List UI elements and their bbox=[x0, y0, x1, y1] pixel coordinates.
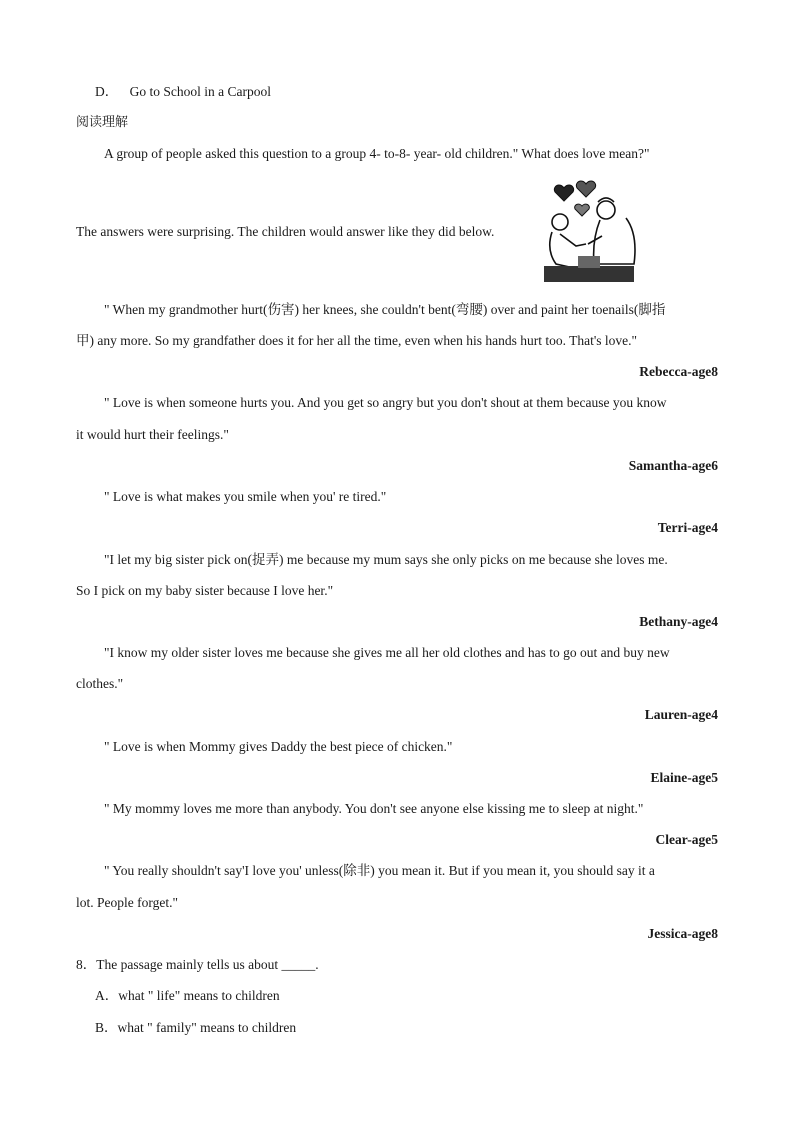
quote-4-line-1: "I let my big sister pick on(捉弄) me because my mum says she only picks on me because she loves me. bbox=[104, 552, 668, 567]
quote-2-line-1: " Love is when someone hurts you. And you get so angry but you don't shout at them because you know bbox=[104, 395, 667, 410]
option-text: what " family" means to children bbox=[117, 1020, 297, 1035]
intro-line-2: The answers were surprising. The children would answer like they did below. bbox=[76, 224, 495, 239]
quote-2-line-2: it would hurt their feelings." bbox=[76, 427, 229, 442]
option-letter: A． bbox=[95, 988, 119, 1003]
intro-line-1: A group of people asked this question to a group 4- to-8- year- old children." What does love mean?" bbox=[104, 146, 650, 161]
quote-author: Elaine-age5 bbox=[650, 770, 718, 785]
quote-4-line-2: So I pick on my baby sister because I love her." bbox=[76, 583, 334, 598]
quote-1-line-2: 甲) any more. So my grandfather does it for her all the time, even when his hands hurt too. That's love." bbox=[76, 333, 638, 348]
quote-author: Clear-age5 bbox=[655, 832, 718, 847]
option-letter: B． bbox=[95, 1020, 118, 1035]
option-b[interactable] bbox=[95, 1019, 737, 1037]
question-stem: The passage mainly tells us about _____. bbox=[96, 957, 319, 972]
elderly-couple-hearts-illustration bbox=[538, 180, 638, 284]
quote-8-line-1: " You really shouldn't say'I love you' unless(除非) you mean it. But if you mean it, you should say it a bbox=[104, 863, 655, 878]
option-letter: D． bbox=[95, 84, 119, 99]
quote-5-line-2: clothes." bbox=[76, 676, 124, 691]
quote-author: Terri-age4 bbox=[657, 520, 718, 535]
option-a[interactable] bbox=[95, 987, 737, 1005]
quote-8-line-2: lot. People forget." bbox=[76, 895, 178, 910]
quote-author: Bethany-age4 bbox=[639, 614, 718, 629]
quote-1-line-1: " When my grandmother hurt(伤害) her knees, she couldn't bent(弯腰) over and paint her toenails(脚指 bbox=[104, 302, 666, 317]
option-text: Go to School in a Carpool bbox=[129, 84, 271, 99]
question-8 bbox=[76, 956, 718, 974]
quote-author: Jessica-age8 bbox=[647, 926, 718, 941]
question-number: 8． bbox=[76, 957, 97, 972]
quote-author: Samantha-age6 bbox=[628, 458, 718, 473]
quote-3-line-1: " Love is what makes you smile when you' re tired." bbox=[104, 489, 387, 504]
section-heading: 阅读理解 bbox=[76, 115, 129, 130]
option-text: what " life" means to children bbox=[118, 988, 280, 1003]
quote-5-line-1: "I know my older sister loves me because she gives me all her old clothes and has to go out and buy new bbox=[104, 645, 670, 660]
quote-author: Rebecca-age8 bbox=[639, 364, 718, 379]
quote-author: Lauren-age4 bbox=[644, 707, 718, 722]
quote-6-line-1: " Love is when Mommy gives Daddy the best piece of chicken." bbox=[104, 739, 453, 754]
quote-7-line-1: " My mommy loves me more than anybody. You don't see anyone else kissing me to sleep at night." bbox=[104, 801, 644, 816]
option-d bbox=[95, 83, 737, 101]
